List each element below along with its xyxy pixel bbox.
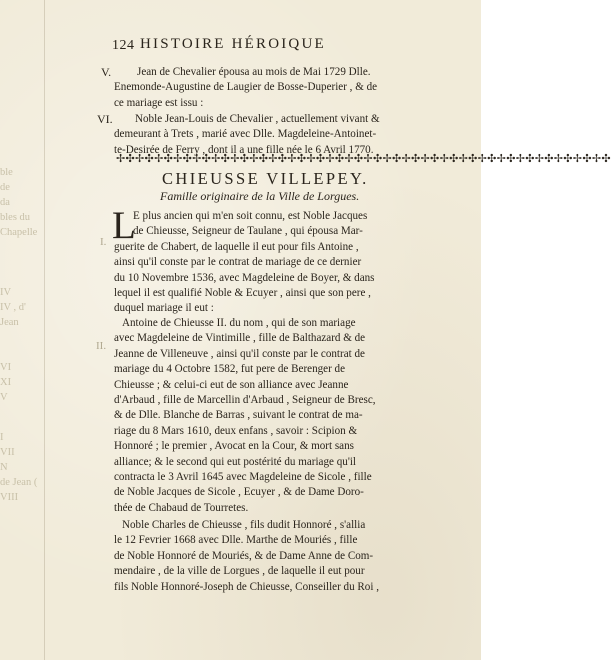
text-line: fils Noble Honnoré-Joseph de Chieusse, Conseiller du Roi ,	[114, 580, 379, 593]
text-line: riage du 8 Mars 1610, deux enfans , savoir : Scipion &	[114, 424, 358, 437]
section-subtitle: Famille originaire de la Ville de Lorgues.	[160, 189, 360, 203]
text-line: guerite de Chabert, de laquelle il eut pour fils Antoine ,	[114, 240, 359, 253]
text-line: d'Arbaud , fille de Marcellin d'Arbaud , Seigneur de Bresc,	[114, 393, 376, 406]
text-line: ce mariage est issu :	[114, 96, 204, 109]
section-title: CHIEUSSE VILLEPEY.	[162, 169, 369, 188]
text-line: Jeanne de Villeneuve , ainsi qu'il conste par le contrat de	[114, 347, 365, 360]
ghost-line: I	[0, 432, 4, 443]
text-line: duquel mariage il eut :	[114, 302, 214, 315]
running-header	[112, 36, 382, 62]
text-line: de Chieusse, Seigneur de Taulane , qui épousa Mar-	[133, 225, 363, 238]
ghost-line: XI	[0, 377, 12, 388]
text-line: alliance; & le second qui eut postérité du mariage qu'il	[114, 455, 356, 468]
ghost-line: da	[0, 197, 10, 208]
text-line: thée de Chabaud de Tourretes.	[114, 501, 249, 514]
charles-paragraph	[114, 518, 379, 595]
text-line: E plus ancien qui m'en soit connu, est Noble Jacques	[133, 210, 368, 222]
text-line: lequel il est qualifié Noble & Ecuyer , ainsi que son pere ,	[114, 286, 371, 299]
text-line: du 10 Novembre 1536, avec Magdeleine de Boyer, & dans	[114, 271, 375, 284]
margin-numeral: II.	[96, 340, 107, 352]
text-line: de Noble Jacques de Sicole , Ecuyer , & de Dame Doro-	[114, 486, 364, 499]
text-line: contracta le 3 Avril 1645 avec Magdeleine de Sicole , fille	[114, 470, 372, 483]
text-line: Noble Charles de Chieusse , fils dudit Honnoré , s'allia	[122, 519, 366, 531]
drop-cap: L	[112, 204, 136, 247]
entry-v	[114, 65, 378, 111]
text-line: Antoine de Chieusse II. du nom , qui de son mariage	[122, 317, 356, 329]
text-line: Jean de Chevalier épousa au mois de Mai 1729 Dlle.	[137, 66, 371, 78]
ghost-line: de Jean (	[0, 477, 38, 488]
text-line: demeurant à Trets , marié avec Dlle. Magdeleine-Antoinet-	[114, 128, 377, 141]
intro-paragraph	[114, 209, 375, 317]
text-line: te-Desirée de Ferry , dont il a une fille née le 6 Avril 1770.	[114, 143, 374, 156]
text-line: mariage du 4 Octobre 1582, fut pere de Berenger de	[114, 363, 346, 376]
ghost-line: Jean	[0, 317, 19, 328]
text-line: mendaire , de la ville de Lorgues , de laquelle il eut pour	[114, 565, 365, 578]
ghost-line: VIII	[0, 492, 19, 503]
ghost-line: Chapelle	[0, 227, 38, 238]
text-line: Chieusse ; & celui-ci eut de son alliance avec Jeanne	[114, 378, 349, 391]
ghost-line: V	[0, 392, 8, 403]
antoine-paragraph	[114, 316, 376, 516]
text-line: Honnoré ; le premier , Avocat en la Cour, & mort sans	[114, 440, 354, 453]
generation-numeral-vi: VI.	[97, 112, 113, 126]
ghost-line: ble	[0, 167, 13, 178]
ghost-line: N	[0, 462, 8, 473]
text-line: ainsi qu'il conste par le contrat de mariage de ce dernier	[114, 256, 362, 269]
text-line: le 12 Fevrier 1668 avec Dlle. Marthe de Mouriés , fille	[114, 534, 358, 547]
text-line: Noble Jean-Louis de Chevalier , actuellement vivant &	[135, 113, 380, 125]
bleed-through-text	[0, 165, 44, 505]
running-title: HISTOIRE HÉROIQUE	[140, 36, 326, 52]
text-line: Enemonde-Augustine de Laugier de Bosse-Duperier , & de	[114, 81, 378, 94]
ghost-line: bles du	[0, 212, 31, 223]
page-fold-shadow	[44, 0, 45, 660]
text-line: de Noble Honnoré de Mouriés, & de Dame Anne de Com-	[114, 549, 374, 562]
ghost-line: IV	[0, 287, 12, 298]
ghost-line: VII	[0, 447, 15, 458]
generation-numeral-v: V.	[101, 65, 112, 79]
ornamental-rule: ✢✣✢✣✢✣✢✣✢✣✢✣✢✣✢✣✢✣✢✣✢✣✢✣✢✣✢✣✢✣✢✣✢✣✢✣✢✣✢✣✢✣✢✣✢✣✢✣✢✣✢✣	[116, 153, 611, 165]
page-number: 124	[112, 38, 135, 53]
margin-numeral: I.	[100, 236, 107, 248]
ghost-line: de	[0, 182, 10, 193]
entry-vi	[114, 112, 380, 158]
text-line: & de Dlle. Blanche de Barras , suivant le contrat de ma-	[114, 409, 363, 422]
text-line: avec Magdeleine de Vintimille , fille de Balthazard & de	[114, 332, 366, 345]
ghost-line: IV , d'	[0, 302, 26, 313]
ghost-line: VI	[0, 362, 12, 373]
